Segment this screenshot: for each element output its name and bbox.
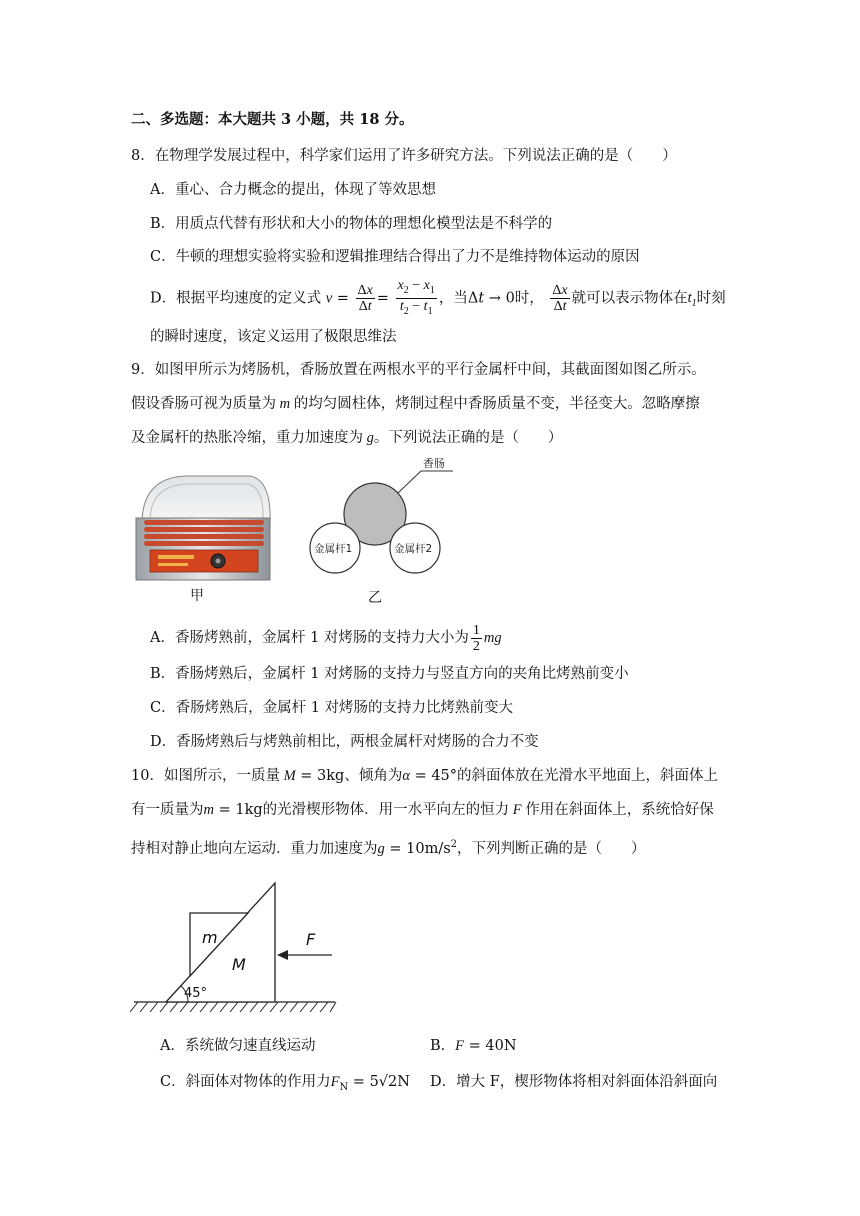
q8-d-prefix: D．根据平均速度的定义式 <box>150 290 322 307</box>
q9-line3: 及金属杆的热胀冷缩，重力加速度为 g。下列说法正确的是（ ） <box>131 430 563 446</box>
q9-option-b: B．香肠烤熟后，金属杆 1 对烤肠的支持力与竖直方向的夹角比烤熟前变小 <box>150 666 629 682</box>
q9-option-a: A．香肠烤熟前，金属杆 1 对烤肠的支持力大小为 $\frac{1}{2}$ mg <box>150 622 502 654</box>
q8-d-suffix2: 时刻 <box>696 290 726 307</box>
q10-option-c: C．斜面体对物体的作用力$F_N = 5√2N$ <box>160 1074 410 1093</box>
q9-option-d: D．香肠烤熟后与烤熟前相比，两根金属杆对烤肠的合力不变 <box>150 734 539 750</box>
q8-d-mid: ，当 <box>438 290 468 307</box>
label-F: F <box>306 930 316 949</box>
label-rod1: 金属杆1 <box>314 543 353 555</box>
q8-option-d: D．根据平均速度的定义式 v = $\frac{\Delta x}{\Delta t}$ = $\frac{x_2 - x_1}{t_2 - t_1}$ ，当Δt → 0时， $\frac{\Delta x}{\Delta t}$ 就可以表示物体在$t_1$时刻 <box>150 278 726 317</box>
q8-option-a: A．重心、合力概念的提出，体现了等效思想 <box>150 182 436 198</box>
section-title: 二、多选题：本大题共 3 小题，共 18 分。 <box>131 111 414 128</box>
q10-line3: 持相对静止地向左运动．重力加速度为$g = 10m/s^2$，下列判断正确的是（ ） <box>131 839 646 857</box>
label-angle: 45° <box>184 986 208 1001</box>
q10-option-a: A．系统做匀速直线运动 <box>160 1038 316 1054</box>
q9-line1: 9．如图甲所示为烤肠机，香肠放置在两根水平的平行金属杆中间，其截面图如图乙所示。 <box>131 362 706 378</box>
figure-label-jia: 甲 <box>190 588 204 604</box>
label-sausage: 香肠 <box>423 457 445 470</box>
q8-frac-dx-dt-2: $\frac{\Delta x}{\Delta t}$ <box>552 282 568 314</box>
q10-line2: 有一质量为m = 1kg的光滑楔形物体．用一水平向左的恒力 F 作用在斜面体上，系统恰好保 <box>131 802 714 818</box>
q8-frac-x2-x1: $\frac{x_2 - x_1}{t_2 - t_1}$ <box>397 278 435 317</box>
q8-limit: Δt → 0 <box>467 290 515 307</box>
label-rod2: 金属杆2 <box>394 543 433 555</box>
q10-option-d: D．增大 F，楔形物体将相对斜面体沿斜面向 <box>430 1074 718 1090</box>
cross-section-figure <box>305 455 455 585</box>
q8-d-mid2: 时， <box>514 290 544 307</box>
figure-label-yi: 乙 <box>368 590 382 606</box>
q8-option-b: B．用质点代替有形状和大小的物体的理想化模型法是不科学的 <box>150 216 553 232</box>
q9-option-c: C．香肠烤熟后，金属杆 1 对烤肠的支持力比烤熟前变大 <box>150 700 514 716</box>
q8-d-suffix: 就可以表示物体在 <box>571 290 688 307</box>
q10-line1: 10．如图所示，一质量 M = 3kg、倾角为α = 45°的斜面体放在光滑水平地面上，斜面体上 <box>131 768 719 784</box>
q9-line2: 假设香肠可视为质量为 m 的均匀圆柱体，烤制过程中香肠质量不变，半径变大。忽略摩擦 <box>131 396 700 412</box>
q8-stem: 8．在物理学发展过程中，科学家们运用了许多研究方法。下列说法正确的是（ ） <box>131 148 677 164</box>
roller-grill-figure <box>130 470 275 582</box>
incline-figure <box>130 875 340 1020</box>
q8-option-c: C．牛顿的理想实验将实验和逻辑推理结合得出了力不是维持物体运动的原因 <box>150 249 640 265</box>
q8-t1: $t_1$ <box>687 290 697 310</box>
q8-frac-dx-dt: $\frac{\Delta x}{\Delta t}$ <box>357 282 373 314</box>
label-m: m <box>202 928 218 947</box>
q10-option-b: B．F = 40N <box>430 1038 517 1054</box>
q8-option-d-line2: 的瞬时速度，该定义运用了极限思维法 <box>150 329 397 345</box>
label-M: M <box>232 955 246 974</box>
q8-formula: v <box>325 290 333 307</box>
